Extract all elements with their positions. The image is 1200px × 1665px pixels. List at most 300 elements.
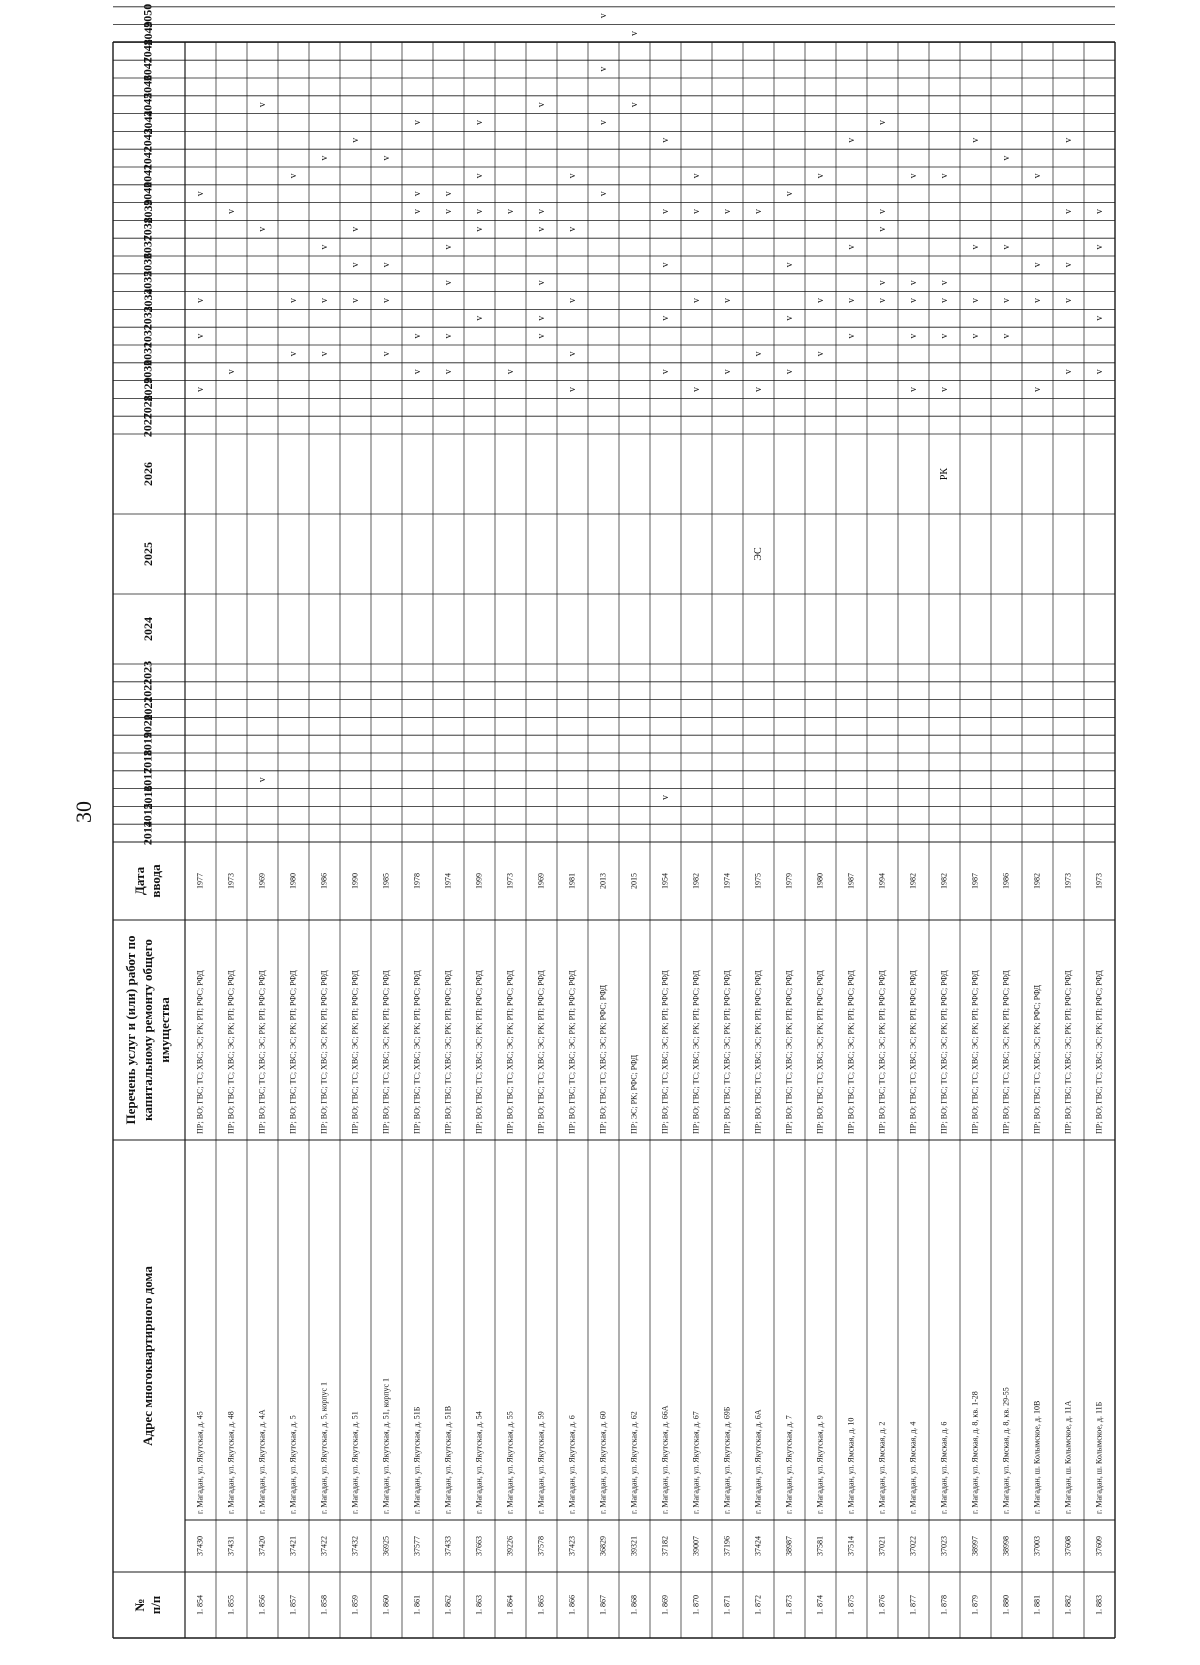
year-header: 2025 (140, 542, 155, 566)
row-address: г. Магадан, ш. Колымское, д. 11А (1063, 1400, 1073, 1514)
row-services: ПР; ВО; ГВС; ТС; ХВС; ЭС; РК; РП; РФС; РФД (505, 970, 515, 1134)
schedule-mark: v (535, 333, 547, 339)
row-year: 1978 (412, 873, 422, 889)
row-services: ПР; ВО; ГВС; ТС; ХВС; ЭС; РК; РП; РФС; РФД (1094, 970, 1104, 1134)
row-code: 37608 (1063, 1536, 1073, 1556)
schedule-mark: v (1031, 173, 1043, 179)
row-code: 38998 (1001, 1536, 1011, 1556)
schedule-mark: v (907, 387, 919, 392)
row-services: ПР; ВО; ГВС; ТС; ХВС; ЭС; РК; РП; РФС; РФД (908, 970, 918, 1134)
row-address: г. Магадан, ул. Ямская, д. 4 (908, 1421, 918, 1514)
schedule-mark: v (628, 31, 640, 36)
schedule-mark: v (349, 226, 361, 232)
row-address: г. Магадан, ул. Якутская, д. 66А (660, 1405, 670, 1514)
row-year: 1981 (567, 873, 577, 889)
row-number: 1. 861 (412, 1595, 422, 1615)
row-year: 1974 (722, 873, 732, 889)
row-year: 1994 (877, 873, 887, 889)
row-services: ПР; ВО; ГВС; ТС; ХВС; ЭС; РК; РП; РФС; РФД (288, 970, 298, 1134)
schedule-mark: v (876, 120, 888, 125)
row-code: 37003 (1032, 1536, 1042, 1556)
schedule-mark: v (442, 244, 454, 250)
schedule-mark: v (442, 333, 454, 339)
row-year: 1987 (846, 873, 856, 889)
row-services: ПР; ВО; ГВС; ТС; ХВС; ЭС; РК; РП; РФС; РФД (970, 970, 980, 1134)
schedule-mark: v (721, 298, 733, 303)
header-address-label: Адрес многоквартирного дома (139, 1266, 155, 1446)
schedule-mark: v (907, 333, 919, 339)
row-number: 1. 862 (443, 1595, 453, 1615)
year-header: 2017 (140, 767, 155, 792)
row-services: ПР; ВО; ГВС; ТС; ХВС; ЭС; РК; РП; РФС; РФД (350, 970, 360, 1134)
year-header: 2035 (140, 270, 155, 295)
schedule-mark: v (1062, 369, 1074, 375)
row-services: ПР; ВО; ГВС; ТС; ХВС; ЭС; РК; РП; РФС; РФД (474, 970, 484, 1134)
schedule-mark: v (907, 298, 919, 303)
row-year: 1985 (381, 873, 391, 889)
row-year: 1969 (536, 873, 546, 889)
schedule-mark: v (783, 369, 795, 375)
row-services: ПР; ВО; ГВС; ТС; ХВС; ЭС; РК; РП; РФС; РФД (226, 970, 236, 1134)
row-number: 1. 877 (908, 1595, 918, 1615)
row-address: г. Магадан, ул. Якутская, д. 48 (226, 1411, 236, 1514)
year-header: 2043 (140, 128, 155, 153)
header-num-label: № (131, 1598, 147, 1612)
row-code: 37431 (226, 1536, 236, 1556)
row-code: 37432 (350, 1536, 360, 1556)
schedule-mark: v (473, 226, 485, 232)
row-address: г. Магадан, ул. Якутская, д. 9 (815, 1415, 825, 1514)
row-services: ПР; ВО; ГВС; ТС; ХВС; ЭС; РК; РП; РФС; РФД (753, 970, 763, 1134)
schedule-mark: v (1062, 137, 1074, 143)
row-address: г. Магадан, ул. Якутская, д. 62 (629, 1411, 639, 1514)
row-number: 1. 878 (939, 1595, 949, 1615)
year-header: 2029 (140, 377, 155, 402)
schedule-mark: v (535, 209, 547, 214)
row-code: 37578 (536, 1536, 546, 1556)
schedule-mark: v (442, 209, 454, 214)
row-number: 1. 869 (660, 1595, 670, 1615)
schedule-mark: v (845, 298, 857, 303)
year-header: 2034 (140, 288, 155, 313)
schedule-mark: v (721, 369, 733, 375)
row-code: 39007 (691, 1536, 701, 1556)
year-header: 2037 (140, 235, 155, 260)
schedule-mark: v (814, 173, 826, 179)
schedule-mark: v (1062, 262, 1074, 268)
schedule-mark: v (535, 226, 547, 232)
schedule-mark: v (566, 298, 578, 303)
schedule-mark: v (194, 387, 206, 392)
row-number: 1. 874 (815, 1595, 825, 1615)
row-code: 39226 (505, 1536, 515, 1556)
schedule-mark: v (814, 298, 826, 303)
year-header: 2027 (140, 413, 155, 438)
schedule-mark: v (1093, 244, 1105, 250)
schedule-mark: v (535, 280, 547, 286)
row-services: ПР; ВО; ГВС; ТС; ХВС; ЭС; РК; РП; РФС; РФД (443, 970, 453, 1134)
schedule-mark: v (1062, 209, 1074, 214)
schedule-mark: v (380, 262, 392, 268)
row-code: 38997 (970, 1536, 980, 1556)
row-year: 1980 (288, 873, 298, 889)
row-number: 1. 868 (629, 1595, 639, 1615)
year-header: 2021 (140, 696, 155, 721)
row-number: 1. 879 (970, 1595, 980, 1615)
row-year: 1969 (257, 873, 267, 889)
row-services: ПР; ВО; ГВС; ТС; ХВС; ЭС; РК; РП; РФС; РФД (381, 970, 391, 1134)
schedule-mark: v (938, 280, 950, 286)
year-header: 2042 (140, 146, 155, 171)
schedule-mark: v (349, 137, 361, 143)
schedule-mark: v (659, 369, 671, 375)
row-address: г. Магадан, ул. Якутская, д. 45 (195, 1411, 205, 1514)
row-address: г. Магадан, ул. Ямская, д. 8, кв. 1-28 (970, 1391, 980, 1514)
schedule-mark: v (411, 120, 423, 125)
schedule-mark: v (535, 315, 547, 321)
row-year: 1973 (1063, 873, 1073, 889)
year-header: 2039 (140, 199, 155, 224)
schedule-mark: v (287, 298, 299, 303)
schedule-mark: v (442, 369, 454, 375)
year-header: 2036 (140, 252, 155, 277)
schedule-mark: v (411, 333, 423, 339)
row-number: 1. 860 (381, 1595, 391, 1615)
schedule-mark: v (628, 102, 640, 108)
year-header: 2026 (140, 462, 155, 486)
row-year: 1990 (350, 873, 360, 889)
year-header: 2048 (140, 39, 155, 64)
row-services: ПР; ЭС; РК; РФС; РФД (629, 1054, 639, 1134)
row-number: 1. 876 (877, 1595, 887, 1615)
year-header: 2044 (140, 110, 155, 135)
row-address: г. Магадан, ул. Якутская, д. 60 (598, 1411, 608, 1514)
schedule-mark: v (938, 387, 950, 392)
schedule-mark: v (473, 209, 485, 214)
schedule-mark: v (969, 333, 981, 339)
year-header: 2033 (140, 306, 155, 331)
schedule-mark: v (318, 155, 330, 161)
year-header: 2041 (140, 163, 155, 188)
schedule-mark: v (1000, 333, 1012, 339)
schedule-mark: v (411, 209, 423, 214)
schedule-mark: v (442, 191, 454, 197)
schedule-mark: v (969, 244, 981, 250)
row-number: 1. 864 (505, 1595, 515, 1615)
schedule-mark: v (256, 226, 268, 232)
row-number: 1. 883 (1094, 1595, 1104, 1615)
row-address: г. Магадан, ул. Якутская, д. 69Б (722, 1406, 732, 1514)
year-header: 2016 (140, 785, 155, 810)
schedule-mark: v (783, 315, 795, 321)
schedule-mark: v (442, 280, 454, 286)
page-number: 30 (71, 801, 96, 823)
row-number: 1. 870 (691, 1595, 701, 1615)
row-services: ПР; ВО; ГВС; ТС; ХВС; ЭС; РК; РП; РФС; РФД (257, 970, 267, 1134)
schedule-mark: v (597, 13, 609, 19)
header-date-label: ввода (147, 864, 163, 898)
schedule-mark: v (721, 209, 733, 214)
schedule-mark: v (845, 137, 857, 143)
schedule-mark: v (1093, 209, 1105, 214)
schedule-mark: v (566, 173, 578, 179)
row-year: 1982 (939, 873, 949, 889)
schedule-mark: v (194, 333, 206, 339)
schedule-mark: v (411, 191, 423, 197)
row-code: 37609 (1094, 1536, 1104, 1556)
row-code: 37433 (443, 1536, 453, 1556)
schedule-mark: v (690, 387, 702, 392)
row-number: 1. 854 (195, 1595, 205, 1615)
row-year: 1975 (753, 873, 763, 889)
row-number: 1. 866 (567, 1595, 577, 1615)
schedule-mark: v (318, 244, 330, 250)
schedule-mark: v (473, 120, 485, 125)
schedule-mark: v (969, 137, 981, 143)
schedule-mark: v (318, 351, 330, 357)
row-year: 1980 (815, 873, 825, 889)
schedule-mark: v (349, 298, 361, 303)
schedule-mark: v (1031, 298, 1043, 303)
year-header: 2015 (140, 803, 155, 828)
schedule-mark: v (659, 262, 671, 268)
row-address: г. Магадан, ул. Якутская, д. 51В (443, 1405, 453, 1514)
year-header: 2024 (140, 617, 155, 641)
row-code: 37577 (412, 1536, 422, 1556)
row-address: г. Магадан, ул. Якутская, д. 51, корпус 1 (381, 1377, 391, 1514)
schedule-mark: v (876, 298, 888, 303)
row-code: 37021 (877, 1536, 887, 1556)
schedule-mark: v (876, 209, 888, 214)
row-year: 1973 (505, 873, 515, 889)
schedule-mark: v (473, 173, 485, 179)
row-number: 1. 855 (226, 1595, 236, 1615)
row-address: г. Магадан, ш. Колымское, д. 11Б (1094, 1401, 1104, 1514)
row-services: ПР; ВО; ГВС; ТС; ХВС; ЭС; РК; РФС; РФД (598, 984, 608, 1134)
row-code: 37581 (815, 1536, 825, 1556)
year-header: 2049 (140, 21, 155, 46)
schedule-mark: v (504, 369, 516, 375)
header-date-label: Дата (131, 866, 147, 896)
row-services: ПР; ВО; ГВС; ТС; ХВС; ЭС; РК; РФС; РФД (1032, 984, 1042, 1134)
year-header: 2050 (140, 3, 155, 28)
row-address: г. Магадан, ул. Якутская, д. 7 (784, 1415, 794, 1514)
row-services: ПР; ВО; ГВС; ТС; ХВС; ЭС; РК; РП; РФС; РФД (195, 970, 205, 1134)
schedule-mark: v (597, 66, 609, 72)
schedule-mark: v (659, 315, 671, 321)
schedule-mark: v (1000, 244, 1012, 250)
row-code: 37022 (908, 1536, 918, 1556)
header-services-label: имущества (156, 997, 172, 1063)
schedule-mark: v (194, 298, 206, 303)
row-address: г. Магадан, ул. Ямская, д. 6 (939, 1421, 949, 1514)
schedule-mark: v (938, 298, 950, 303)
year-header: 2046 (140, 74, 155, 99)
row-code: 37422 (319, 1536, 329, 1556)
year-header: 2023 (140, 660, 155, 685)
row-code: 37182 (660, 1536, 670, 1556)
row-code: 36829 (598, 1536, 608, 1556)
schedule-mark: v (287, 173, 299, 179)
row-number: 1. 872 (753, 1595, 763, 1615)
schedule-mark: v (1093, 315, 1105, 321)
header-services-label: капитальному ремонту общего (139, 939, 155, 1121)
row-year: 1999 (474, 873, 484, 889)
row-services: ПР; ВО; ГВС; ТС; ХВС; ЭС; РК; РП; РФС; РФД (815, 970, 825, 1134)
schedule-mark: v (1062, 298, 1074, 303)
schedule-mark: v (380, 155, 392, 161)
schedule-mark: v (256, 102, 268, 108)
schedule-mark: v (318, 298, 330, 303)
row-address: г. Магадан, ул. Якутская, д. 6А (753, 1409, 763, 1514)
row-services: ПР; ВО; ГВС; ТС; ХВС; ЭС; РК; РП; РФС; РФД (1001, 970, 1011, 1134)
row-services: ПР; ВО; ГВС; ТС; ХВС; ЭС; РК; РП; РФС; РФД (846, 970, 856, 1134)
row-number: 1. 856 (257, 1595, 267, 1615)
row-year: 1986 (1001, 873, 1011, 889)
schedule-mark: v (690, 173, 702, 179)
row-number: 1. 880 (1001, 1595, 1011, 1615)
row-number: 1. 873 (784, 1595, 794, 1615)
row-address: г. Магадан, ул. Якутская, д. 5 (288, 1415, 298, 1514)
row-number: 1. 859 (350, 1595, 360, 1615)
year-header: 2014 (140, 821, 155, 846)
row-year: 1987 (970, 873, 980, 889)
row-services: ПР; ВО; ГВС; ТС; ХВС; ЭС; РК; РП; РФС; РФД (939, 970, 949, 1134)
row-number: 1. 881 (1032, 1595, 1042, 1615)
row-code: 39321 (629, 1536, 639, 1556)
year-header: 2031 (140, 341, 155, 366)
row-code: 37424 (753, 1536, 763, 1556)
schedule-mark: v (659, 209, 671, 214)
row-code: 37423 (567, 1536, 577, 1556)
year-header: 2040 (140, 181, 155, 206)
row-code: 37514 (846, 1536, 856, 1556)
schedule-mark: v (690, 209, 702, 214)
schedule-mark: ЭС (752, 547, 764, 561)
row-code: 37420 (257, 1536, 267, 1556)
row-services: ПР; ВО; ГВС; ТС; ХВС; ЭС; РК; РП; РФС; РФД (660, 970, 670, 1134)
schedule-mark: v (783, 262, 795, 268)
schedule-mark: v (876, 280, 888, 286)
schedule-mark: v (907, 280, 919, 286)
row-code: 37421 (288, 1536, 298, 1556)
row-services: ПР; ВО; ГВС; ТС; ХВС; ЭС; РК; РП; РФС; РФД (319, 970, 329, 1134)
row-services: ПР; ВО; ГВС; ТС; ХВС; ЭС; РК; РП; РФС; РФД (877, 970, 887, 1134)
row-number: 1. 882 (1063, 1595, 1073, 1615)
row-address: г. Магадан, ш. Колымское, д. 10В (1032, 1400, 1042, 1514)
row-year: 1982 (1032, 873, 1042, 889)
row-address: г. Магадан, ул. Якутская, д. 54 (474, 1411, 484, 1514)
schedule-mark: v (752, 351, 764, 357)
year-header: 2018 (140, 749, 155, 774)
row-code: 37023 (939, 1536, 949, 1556)
schedule-mark: v (938, 333, 950, 339)
row-year: 2015 (629, 873, 639, 889)
schedule-mark: v (938, 173, 950, 179)
row-code: 37430 (195, 1536, 205, 1556)
row-year: 1977 (195, 873, 205, 889)
row-number: 1. 867 (598, 1595, 608, 1615)
schedule-mark: v (659, 795, 671, 800)
schedule-mark: v (566, 387, 578, 392)
schedule-mark: v (597, 120, 609, 125)
schedule-mark: РК (938, 467, 950, 481)
header-num-label: п/п (147, 1595, 163, 1615)
row-year: 1982 (908, 873, 918, 889)
schedule-mark: v (566, 226, 578, 232)
row-number: 1. 871 (722, 1595, 732, 1615)
schedule-mark: v (411, 369, 423, 375)
row-year: 1973 (1094, 873, 1104, 889)
year-header: 2028 (140, 395, 155, 420)
row-code: 38987 (784, 1536, 794, 1556)
schedule-mark: v (876, 226, 888, 232)
row-services: ПР; ВО; ГВС; ТС; ХВС; ЭС; РК; РП; РФС; РФД (567, 970, 577, 1134)
schedule-mark: v (380, 298, 392, 303)
schedule-mark: v (659, 137, 671, 143)
row-number: 1. 858 (319, 1595, 329, 1615)
year-header: 2030 (140, 359, 155, 384)
schedule-mark: v (752, 209, 764, 214)
year-header: 2019 (140, 732, 155, 757)
row-address: г. Магадан, ул. Якутская, д. 5, корпус 1 (319, 1381, 329, 1514)
schedule-mark: v (535, 102, 547, 108)
row-address: г. Магадан, ул. Якутская, д. 51Б (412, 1406, 422, 1514)
schedule-mark: v (752, 387, 764, 392)
row-services: ПР; ВО; ГВС; ТС; ХВС; ЭС; РК; РП; РФС; РФД (1063, 970, 1073, 1134)
row-year: 1979 (784, 873, 794, 889)
row-number: 1. 865 (536, 1595, 546, 1615)
row-number: 1. 875 (846, 1595, 856, 1615)
schedule-mark: v (194, 191, 206, 197)
row-code: 37663 (474, 1536, 484, 1556)
schedule-mark: v (380, 351, 392, 357)
schedule-mark: v (225, 369, 237, 375)
schedule-mark: v (504, 209, 516, 214)
year-header: 2020 (140, 714, 155, 739)
schedule-mark: v (225, 209, 237, 214)
row-address: г. Магадан, ул. Якутская, д. 51 (350, 1411, 360, 1514)
schedule-mark: v (690, 298, 702, 303)
row-number: 1. 857 (288, 1595, 298, 1615)
year-header: 2032 (140, 324, 155, 349)
row-year: 1982 (691, 873, 701, 889)
year-header: 2038 (140, 217, 155, 242)
schedule-mark: v (969, 298, 981, 303)
year-header: 2047 (140, 57, 155, 82)
row-address: г. Магадан, ул. Якутская, д. 59 (536, 1411, 546, 1514)
row-code: 36925 (381, 1536, 391, 1556)
schedule-mark: v (256, 777, 268, 783)
schedule-mark: v (287, 351, 299, 357)
row-year: 1973 (226, 873, 236, 889)
schedule-mark: v (1000, 298, 1012, 303)
year-header: 2045 (140, 92, 155, 117)
schedule-mark: v (814, 351, 826, 357)
schedule-mark: v (597, 191, 609, 197)
row-year: 1986 (319, 873, 329, 889)
row-address: г. Магадан, ул. Якутская, д. 67 (691, 1411, 701, 1514)
row-address: г. Магадан, ул. Якутская, д. 55 (505, 1411, 515, 1514)
schedule-mark: v (783, 191, 795, 197)
schedule-mark: v (349, 262, 361, 268)
year-header: 2022 (140, 678, 155, 703)
header-services-label: Перечень услуг и (или) работ по (122, 935, 138, 1125)
row-address: г. Магадан, ул. Якутская, д. 4А (257, 1409, 267, 1514)
row-services: ПР; ВО; ГВС; ТС; ХВС; ЭС; РК; РП; РФС; РФД (722, 970, 732, 1134)
schedule-mark: v (566, 351, 578, 357)
row-address: г. Магадан, ул. Ямская, д. 8, кв. 29-55 (1001, 1387, 1011, 1514)
